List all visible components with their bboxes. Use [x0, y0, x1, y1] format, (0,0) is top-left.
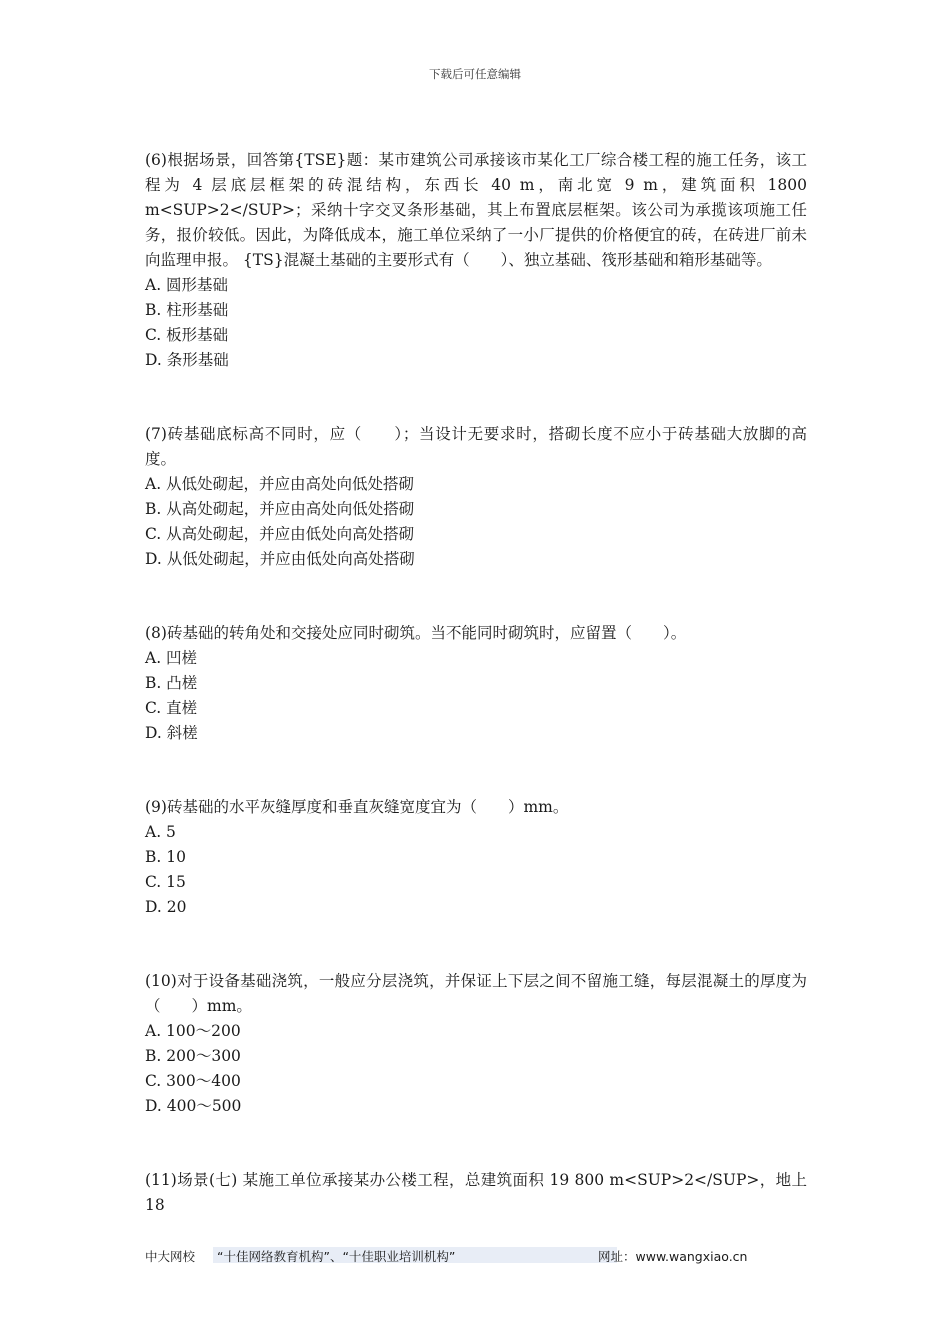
option-b: B. 柱形基础: [145, 301, 229, 319]
option-d: D. 斜槎: [145, 724, 198, 742]
question-stem: (7)砖基础底标高不同时，应（ ）；当设计无要求时，搭砌长度不应小于砖基础大放脚的高度。: [145, 425, 807, 468]
question-10: [145, 969, 807, 1119]
question-6: [145, 148, 807, 373]
question-stem: (9)砖基础的水平灰缝厚度和垂直灰缝宽度宜为（ ）mm。: [145, 798, 569, 816]
footer-website: 网址：www.wangxiao.cn: [598, 1249, 748, 1264]
option-a: A. 从低处砌起，并应由高处向低处搭砌: [145, 475, 415, 493]
footer-slogan: “十佳网络教育机构”、“十佳职业培训机构”: [213, 1247, 617, 1263]
option-b: B. 从高处砌起，并应由高处向低处搭砌: [145, 500, 415, 518]
footer-school-name: 中大网校: [145, 1249, 196, 1264]
page-header-note: 下载后可任意编辑: [429, 67, 521, 81]
option-c: C. 15: [145, 873, 186, 891]
question-11: [145, 1168, 807, 1218]
option-c: C. 从高处砌起，并应由低处向高处搭砌: [145, 525, 415, 543]
question-stem: (11)场景(七) 某施工单位承接某办公楼工程，总建筑面积 19 800 m<SUP>2</SUP>，地上 18: [145, 1171, 807, 1214]
question-9: [145, 795, 807, 920]
option-b: B. 凸槎: [145, 674, 198, 692]
option-d: D. 400～500: [145, 1097, 242, 1115]
option-a: A. 5: [145, 823, 176, 841]
option-a: A. 100～200: [145, 1022, 241, 1040]
option-a: A. 圆形基础: [145, 276, 229, 294]
question-8: [145, 621, 807, 746]
option-d: D. 从低处砌起，并应由低处向高处搭砌: [145, 550, 415, 568]
question-stem: (6)根据场景，回答第{TSE}题：某市建筑公司承接该市某化工厂综合楼工程的施工任务，该工程为 4 层底层框架的砖混结构，东西长 40 m，南北宽 9 m，建筑面积 1800 m<SUP>2</SUP>；采纳十字交叉条形基础，其上布置底层框架。该公司为承揽该项施工任务，报价较低。因此，为降低成本，施工单位采纳了一小厂提供的价格便宜的砖，在砖进厂前未向监理申报。 {TS}混凝土基础的主要形式有（ ）、独立基础、筏形基础和箱形基础等。: [145, 151, 807, 269]
option-d: D. 条形基础: [145, 351, 229, 369]
option-d: D. 20: [145, 898, 187, 916]
question-stem: (10)对于设备基础浇筑，一般应分层浇筑，并保证上下层之间不留施工缝，每层混凝土的厚度为（ ）mm。: [145, 972, 807, 1015]
option-b: B. 10: [145, 848, 186, 866]
page-footer: [145, 1247, 807, 1265]
option-b: B. 200～300: [145, 1047, 241, 1065]
question-7: [145, 422, 807, 572]
option-c: C. 板形基础: [145, 326, 229, 344]
option-c: C. 300～400: [145, 1072, 241, 1090]
option-c: C. 直槎: [145, 699, 198, 717]
question-stem: (8)砖基础的转角处和交接处应同时砌筑。当不能同时砌筑时，应留置（ ）。: [145, 624, 687, 642]
question-list: [145, 148, 807, 1218]
option-a: A. 凹槎: [145, 649, 198, 667]
